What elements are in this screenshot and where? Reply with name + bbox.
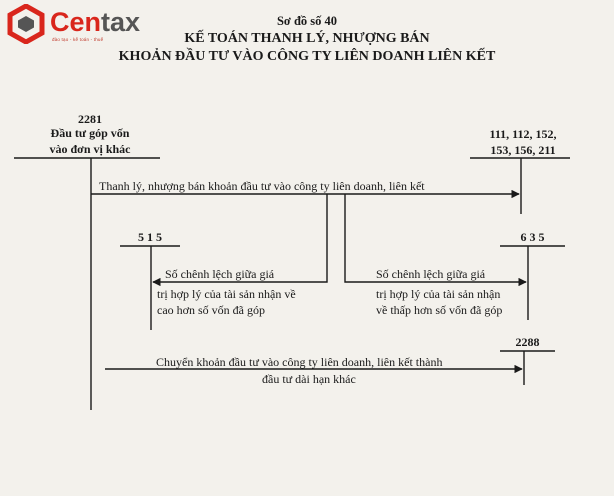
account-635-code: 6 3 5: [520, 230, 545, 244]
account-cash-line2: 153, 156, 211: [490, 143, 556, 157]
label-loss-line2: trị hợp lý của tài sản nhận: [376, 287, 501, 301]
account-2281-name-line2: vào đơn vị khác: [49, 142, 131, 156]
label-loss-line3: về thấp hơn số vốn đã góp: [376, 303, 503, 317]
account-515-code: 5 1 5: [138, 230, 162, 244]
account-2288-code: 2288: [515, 335, 540, 349]
label-transfer-line1: Chuyển khoản đầu tư vào công ty liên doanh, liên kết thành: [156, 355, 443, 369]
diagram-number: Sơ đồ số 40: [276, 14, 338, 28]
diagram-title-line2: KHOẢN ĐẦU TƯ VÀO CÔNG TY LIÊN DOANH LIÊN KẾT: [118, 49, 496, 64]
logo-name-suffix: tax: [101, 7, 141, 37]
label-loss-line1: Số chênh lệch giữa giá: [376, 267, 486, 281]
logo-name-prefix: Cen: [50, 7, 102, 37]
label-gain-line3: cao hơn số vốn đã góp: [157, 303, 265, 317]
label-gain-line2: trị hợp lý của tài sản nhận về: [157, 287, 296, 301]
account-2281-name-line1: Đầu tư góp vốn: [50, 126, 130, 140]
diagram-title-line1: KẾ TOÁN THANH LÝ, NHƯỢNG BÁN: [184, 31, 430, 46]
logo-tagline: đào tạo - kế toán - thuế: [52, 37, 104, 42]
account-cash-line1: 111, 112, 152,: [489, 127, 557, 141]
label-sale: Thanh lý, nhượng bán khoản đầu tư vào công ty liên doanh, liên kết: [99, 179, 425, 193]
account-2281-code: 2281: [78, 112, 102, 126]
label-gain-line1: Số chênh lệch giữa giá: [165, 267, 275, 281]
label-transfer-line2: đầu tư dài hạn khác: [262, 372, 356, 386]
